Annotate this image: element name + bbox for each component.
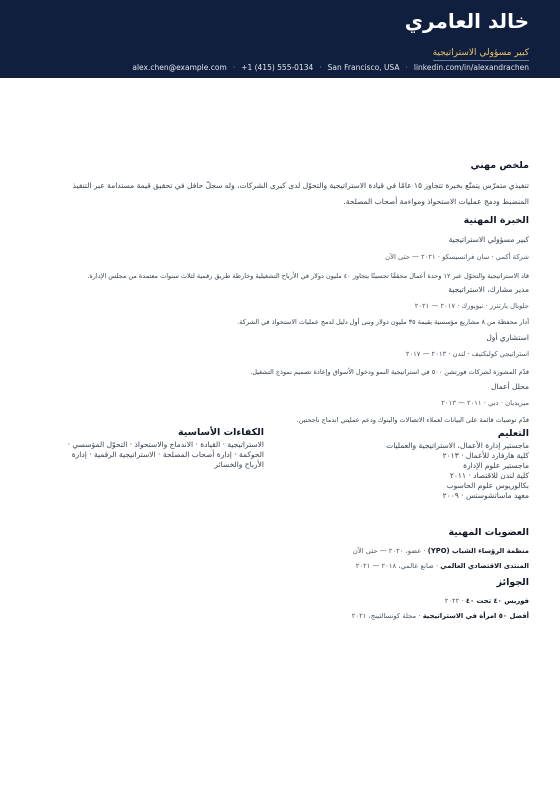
job-meta-2: جلوبال بارتنرز · نيويورك · ٢٠١٧ — ٢٠٢١ (414, 302, 529, 310)
membership-detail: · صانع عالمي، ٢٠١٨ — ٢٠٢١ (355, 562, 441, 570)
membership-org: المنتدى الاقتصادي العالمي (440, 562, 529, 570)
competencies-line-1: الاستراتيجية · القيادة · الاندماج والاستحواذ · التحوّل المؤسسي · (67, 440, 264, 449)
competencies-line-2: الحوكمة · إدارة أصحاب المصلحة · الاستراتيجية الرقمية · إدارة (71, 450, 264, 459)
separator: · (405, 63, 408, 72)
contact-location: San Francisco, USA (327, 63, 400, 72)
job-desc-1: قاد الاستراتيجية والتحوّل عبر ١٢ وحدة أعمال محققًا تحسينًا يتجاوز ٤٠ مليون دولار في الأرباح التشغيلية وخارطة طريق رقمية لثلاث سنوات معتمدة من مجلس الإدارة. (87, 272, 529, 280)
awards-heading: الجوائز (496, 577, 529, 588)
job-title-2: مدير مشارك، الاستراتيجية (448, 285, 529, 294)
competencies-section (24, 427, 264, 470)
job-title-3: استشاري أول (486, 333, 529, 342)
separator: · (232, 63, 236, 72)
education-line: كلية لندن للاقتصاد · ٢٠١١ (449, 471, 529, 480)
award-name: فوربس ٤٠ تحت ٤٠ (465, 597, 529, 605)
summary-line-1: تنفيذي متمرّس يتمتّع بخبرة تتجاوز ١٥ عامًا في قيادة الاستراتيجية والتحوّل لدى كبرى الشركات، وله سجلّ حافل في تحقيق قيمة مستدامة عبر التنفيذ (72, 181, 529, 190)
award-item (31, 612, 529, 620)
membership-detail: · عضو، ٢٠٢٠ — حتى الآن (352, 547, 428, 555)
education-section (299, 428, 529, 501)
education-line: ماجستير علوم الإدارة (463, 461, 529, 470)
summary-heading: ملخص مهني (470, 160, 529, 171)
memberships-heading: العضويات المهنية (448, 527, 529, 538)
contact-phone[interactable]: +1 (415) 555-0134 (241, 63, 314, 72)
contact-bar (0, 63, 529, 72)
membership-org: منظمة الرؤساء الشباب (YPO) (427, 547, 529, 555)
contact-email[interactable]: alex.chen@example.com (132, 63, 227, 72)
membership-item (31, 547, 529, 555)
award-detail: · ٢٠٢٢ (444, 597, 466, 605)
competencies-heading: الكفاءات الأساسية (178, 427, 264, 438)
job-meta-1: شركة أكمي · سان فرانسيسكو · ٢٠٢١ — حتى الآن (385, 253, 529, 261)
education-heading: التعليم (497, 428, 529, 439)
job-desc-4: قدّم توصيات قائمة على البيانات لعملاء الاتصالات والبنوك ودعم عمليتي اندماج ناجحتين. (296, 416, 529, 424)
candidate-title-row (31, 40, 529, 59)
job-desc-3: قدّم المشورة لشركات فورتشن ٥٠٠ في استراتيجية النمو ودخول الأسواق وإعادة تصميم نموذج التشغيل. (250, 368, 529, 376)
job-title-1: كبير مسؤولي الاستراتيجية (448, 235, 529, 244)
experience-heading: الخبرة المهنية (463, 215, 529, 226)
education-line: ماجستير إدارة الأعمال، الاستراتيجية والعمليات (386, 441, 529, 450)
job-desc-2: أدار محفظة من ٨ مشاريع مؤسسية بقيمة ٣٥ مليون دولار وبنى أول دليل لدمج عمليات الاستحواذ في الشركة. (237, 318, 529, 326)
education-line: بكالوريوس علوم الحاسوب (446, 481, 529, 490)
competencies-line-3: الأرباح والخسائر (214, 460, 264, 469)
candidate-name: خالد العامري (404, 9, 529, 33)
summary-line-2: المنضبط ودمج عمليات الاستحواذ ومواءمة أصحاب المصلحة. (343, 197, 529, 206)
membership-item (31, 562, 529, 570)
education-line: معهد ماساتشوستس · ٢٠٠٩ (442, 491, 529, 500)
award-item (31, 597, 529, 605)
separator: · (319, 63, 322, 72)
resume-header (0, 0, 560, 78)
job-meta-4: ميريديان · دبي · ٢٠١١ — ٢٠١٣ (441, 399, 529, 407)
award-name: أفضل ٥٠ امرأة في الاستراتيجية (422, 612, 529, 620)
job-title-4: محلل أعمال (490, 382, 529, 391)
candidate-title: كبير مسؤولي الاستراتيجية (433, 48, 529, 61)
job-meta-3: استراتيجي كوليكتيف · لندن · ٢٠١٣ — ٢٠١٧ (405, 350, 529, 358)
education-line: كلية هارفارد للأعمال · ٢٠١٣ (442, 451, 529, 460)
award-detail: · مجلة كونسالتينج، ٢٠٢١ (351, 612, 423, 620)
contact-linkedin[interactable]: linkedin.com/in/alexandrachen (413, 63, 529, 72)
